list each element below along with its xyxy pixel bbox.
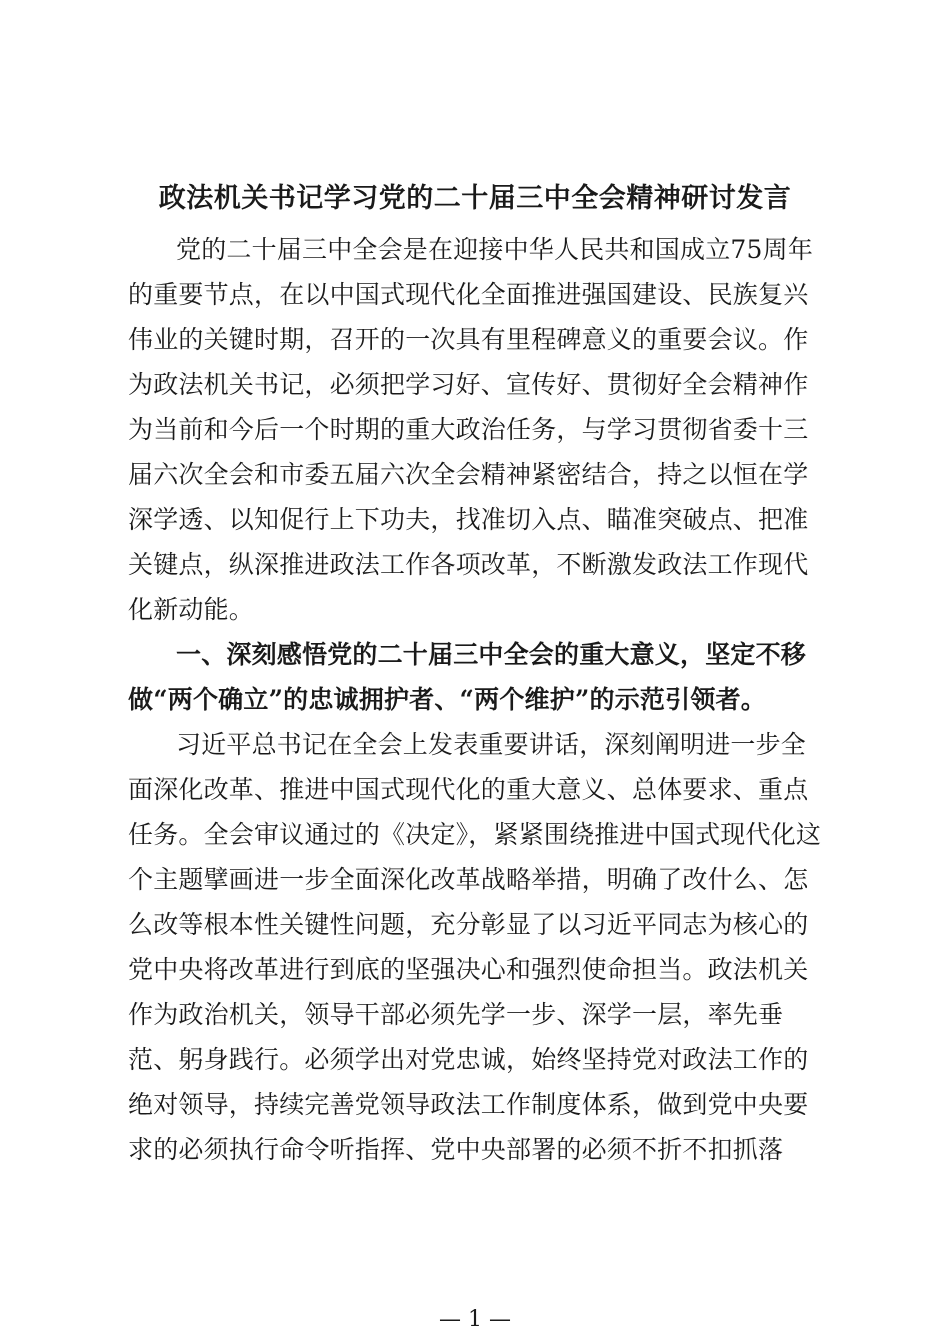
body-line: 化新动能。 bbox=[128, 595, 255, 624]
body-line: 伟业的关键时期，召开的一次具有里程碑意义的重要会议。作 bbox=[128, 325, 809, 354]
body-line: 求的必须执行命令听指挥、党中央部署的必须不折不扣抓落 bbox=[128, 1135, 784, 1164]
body-line: 么改等根本性关键性问题，充分彰显了以习近平同志为核心的 bbox=[128, 910, 809, 939]
body-line: 面深化改革、推进中国式现代化的重大意义、总体要求、重点 bbox=[128, 775, 809, 804]
section-heading-line: 做“两个确立”的忠诚拥护者、“两个维护”的示范引领者。 bbox=[128, 685, 766, 714]
body-line: 深学透、以知促行上下功夫，找准切入点、瞄准突破点、把准 bbox=[128, 505, 809, 534]
body-line: 党中央将改革进行到底的坚强决心和强烈使命担当。政法机关 bbox=[128, 955, 809, 984]
body-line: 范、躬身践行。必须学出对党忠诚，始终坚持党对政法工作的 bbox=[128, 1045, 809, 1074]
body-line: 个主题擘画进一步全面深化改革战略举措，明确了改什么、怎 bbox=[128, 865, 809, 894]
body-line: 党的二十届三中全会是在迎接中华人民共和国成立75周年 bbox=[176, 235, 814, 264]
body-line: 作为政治机关，领导干部必须先学一步、深学一层，率先垂 bbox=[128, 1000, 784, 1029]
body-line: 的重要节点，在以中国式现代化全面推进强国建设、民族复兴 bbox=[128, 280, 809, 309]
body-line: 届六次全会和市委五届六次全会精神紧密结合，持之以恒在学 bbox=[128, 460, 809, 489]
body-line: 关键点，纵深推进政法工作各项改革，不断激发政法工作现代 bbox=[128, 550, 809, 579]
body-line: 任务。全会审议通过的《决定》，紧紧围绕推进中国式现代化这 bbox=[128, 820, 822, 849]
document-title: 政法机关书记学习党的二十届三中全会精神研讨发言 bbox=[158, 183, 792, 214]
page-number: — 1 — bbox=[439, 1307, 511, 1332]
body-line: 绝对领导，持续完善党领导政法工作制度体系，做到党中央要 bbox=[128, 1090, 809, 1119]
body-line: 为当前和今后一个时期的重大政治任务，与学习贯彻省委十三 bbox=[128, 415, 809, 444]
section-heading-line: 一、深刻感悟党的二十届三中全会的重大意义，坚定不移 bbox=[176, 640, 807, 669]
body-line: 习近平总书记在全会上发表重要讲话，深刻阐明进一步全 bbox=[176, 730, 807, 759]
body-line: 为政法机关书记，必须把学习好、宣传好、贯彻好全会精神作 bbox=[128, 370, 809, 399]
